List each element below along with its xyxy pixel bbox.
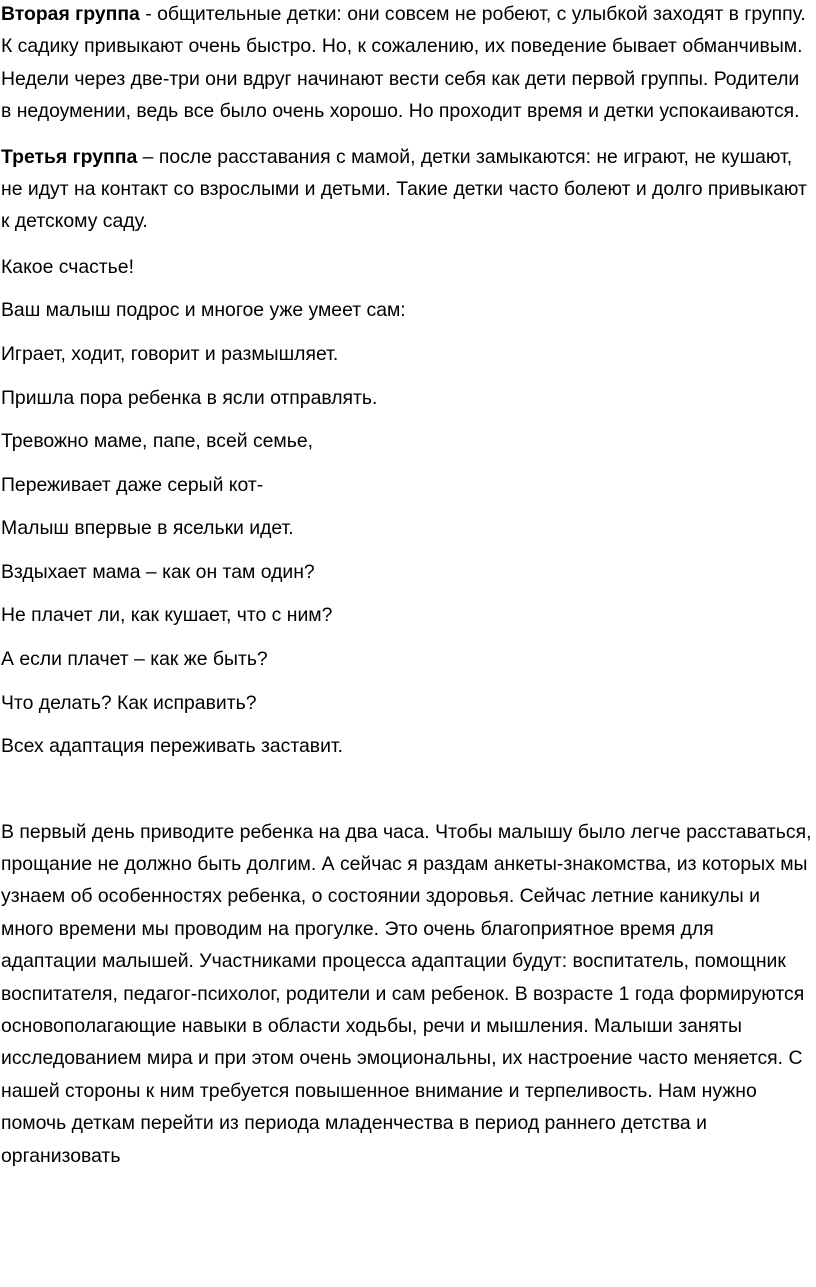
poem-line: Малыш впервые в ясельки идет. [1, 517, 294, 540]
poem-line: Не плачет ли, как кушает, что с ним? [1, 604, 333, 627]
group-text-second: общительные детки: они совсем не робеют, с улыбкой заходят в группу. К садику привыкают очень быстро. Но, к сожалению, их поведение бывает обманчивым. Недели через две-три они вдруг начинают вести себя как дети первой группы. Родители в недоумении, ведь все было очень хорошо. Но проходит время и детки успокаиваются. [1, 3, 806, 123]
group-description-second [1, 0, 813, 128]
poem-line: Что делать? Как исправить? [1, 691, 257, 714]
poem-line: Ваш малыш подрос и многое уже умеет сам: [1, 299, 406, 322]
poem-line: Переживает даже серый кот- [1, 473, 264, 496]
poem-line: Какое счастье! [1, 255, 134, 278]
group-description-third [1, 141, 813, 238]
poem-line: Пришла пора ребенка в ясли отправлять. [1, 386, 378, 409]
group-title-third: Третья группа [1, 145, 138, 168]
poem-line: Всех адаптация переживать заставит. [1, 735, 344, 758]
poem-line: Играет, ходит, говорит и размышляет. [1, 343, 339, 365]
poem-line: Вздыхает мама – как он там один? [1, 560, 315, 583]
poem-line: Тревожно маме, папе, всей семье, [1, 430, 314, 453]
group-separator-third: – [137, 145, 159, 168]
poem [1, 251, 813, 763]
closing-paragraph: В первый день приводите ребенка на два часа. Чтобы малышу было легче расставаться, прощание не должно быть долгим. А сейчас я раздам анкеты-знакомства, из которых мы узнаем об особенностях ребенка, о состоянии здоровья. Сейчас летние каникулы и много времени мы проводим на прогулке. Это очень благоприятное время для адаптации малышей. Участниками процесса адаптации будут: воспитатель, помощник воспитателя, педагог-психолог, родители и сам ребенок. В возрасте 1 года формируются основополагающие навыки в области ходьбы, речи и мышления. Малыши заняты исследованием мира и при этом очень эмоциональны, их настроение часто меняется. С нашей стороны к ним требуется повышенное внимание и терпеливость. Нам нужно помочь деткам перейти из периода младенчества в период раннего детства и организовать [1, 820, 812, 1167]
group-title-second: Вторая группа [1, 3, 140, 25]
poem-line: А если плачет – как же быть? [1, 648, 268, 671]
group-separator-second: - [139, 3, 158, 25]
group-text-third: после расставания с мамой, детки замыкаются: не играют, не кушают, не идут на контакт со взрослыми и детьми. Такие детки часто болеют и долго привыкают к детскому саду. [1, 145, 807, 233]
